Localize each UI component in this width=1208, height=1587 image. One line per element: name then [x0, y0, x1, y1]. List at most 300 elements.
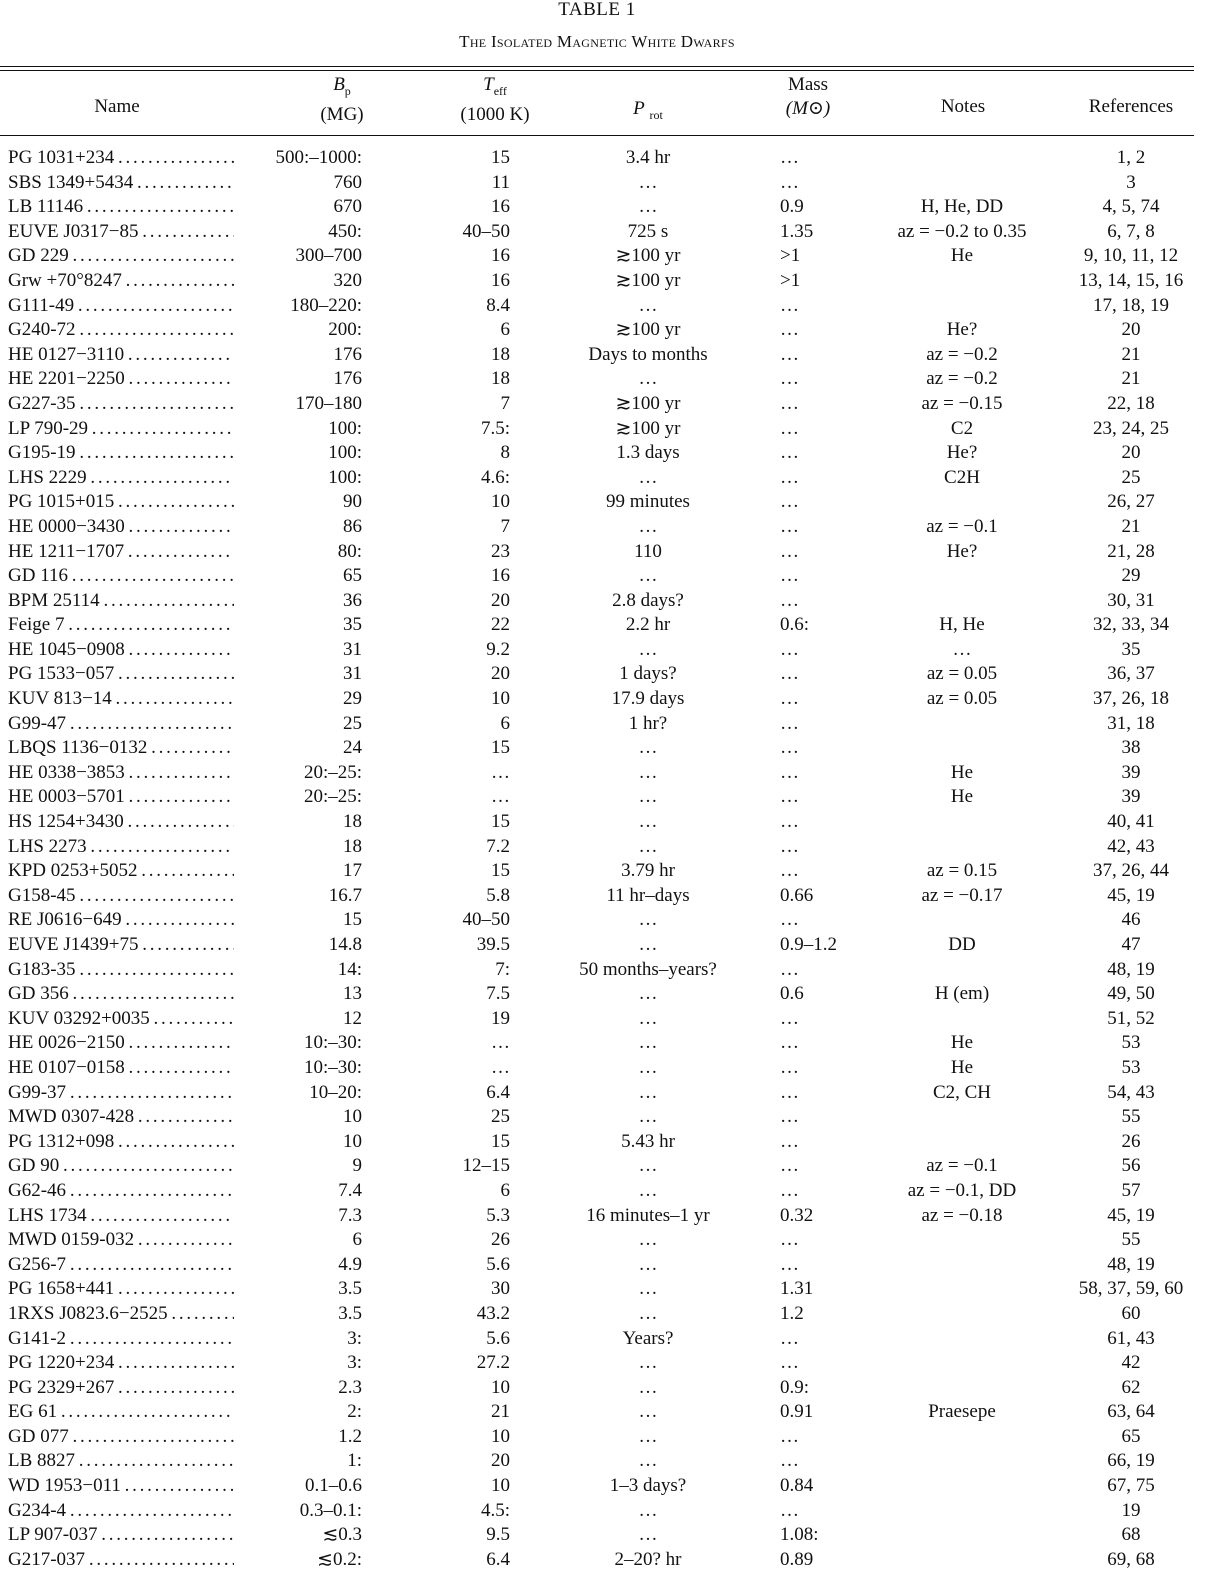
references-value: 30, 31 — [1107, 589, 1155, 611]
rotation-period: 1 hr? — [628, 712, 668, 734]
mass-value: … — [780, 737, 799, 759]
header-prot — [588, 97, 708, 127]
effective-temperature: 30 — [491, 1278, 510, 1300]
references-value: 68 — [1121, 1524, 1141, 1546]
star-name: 1RXS J0823.6−2525 . . . — [8, 1302, 234, 1327]
references-value: 49, 50 — [1107, 983, 1155, 1005]
table-row — [0, 958, 1194, 983]
mass-value: … — [780, 663, 799, 685]
mass-value: … — [780, 712, 799, 734]
rotation-period: ≳100 yr — [615, 269, 681, 291]
table-row — [0, 589, 1194, 614]
field-strength: 670 — [333, 196, 362, 218]
table-body — [0, 136, 1194, 1572]
star-name: LHS 2273 . . . — [8, 835, 234, 860]
rotation-period: Years? — [622, 1327, 674, 1349]
star-name: HE 2201−2250 . . . — [8, 367, 234, 392]
effective-temperature: 15 — [491, 860, 510, 882]
references-value: 13, 14, 15, 16 — [1078, 269, 1184, 291]
effective-temperature: 20 — [491, 663, 510, 685]
mass-value: … — [780, 761, 799, 783]
notes-value: … — [952, 638, 972, 660]
field-strength: 14.8 — [328, 934, 362, 955]
table-row — [0, 1081, 1194, 1106]
field-strength: 13 — [343, 983, 362, 1005]
effective-temperature: 5.8 — [486, 884, 510, 906]
mass-value: … — [780, 343, 799, 365]
references-value: 3 — [1126, 171, 1136, 193]
mass-value: … — [780, 1007, 799, 1029]
rotation-period: … — [638, 1081, 658, 1103]
table-row — [0, 564, 1194, 589]
rotation-period: … — [638, 1032, 658, 1054]
references-value: 20 — [1121, 442, 1141, 464]
notes-value: He — [950, 1032, 974, 1054]
star-name: HE 0107−0158 . . . — [8, 1056, 234, 1081]
star-name: KUV 813−14 . . . — [8, 687, 234, 712]
mass-value: 0.9–1.2 — [780, 934, 837, 955]
star-name: MWD 0159-032 . . . — [8, 1228, 234, 1253]
table-title: The Isolated Magnetic White Dwarfs — [459, 32, 735, 51]
effective-temperature: 5.6 — [486, 1253, 510, 1275]
effective-temperature: 39.5 — [476, 934, 510, 955]
rotation-period: 2.8 days? — [612, 589, 684, 611]
header-prot-symbol: P — [633, 98, 645, 119]
references-value: 39 — [1121, 761, 1141, 783]
effective-temperature: 16 — [491, 565, 510, 587]
star-name: Grw +70°8247 . . . — [8, 269, 234, 294]
star-name: LB 8827 . . . — [8, 1449, 234, 1474]
table-row — [0, 1523, 1194, 1548]
rotation-period: … — [638, 1056, 658, 1078]
rotation-period: … — [638, 1450, 658, 1472]
references-value: 39 — [1121, 786, 1141, 808]
mass-value: … — [780, 417, 799, 439]
table-row — [0, 1130, 1194, 1155]
star-name: GD 116 . . . — [8, 564, 234, 589]
mass-value: … — [780, 540, 799, 562]
effective-temperature: 10 — [491, 1376, 510, 1398]
references-value: 32, 33, 34 — [1093, 614, 1169, 636]
rotation-period: Days to months — [588, 343, 708, 365]
star-name: EUVE J1439+75 . . . — [8, 933, 234, 958]
star-name: G111-49 . . . — [8, 294, 234, 319]
star-name: G234-4 . . . — [8, 1499, 234, 1524]
field-strength: 1: — [347, 1450, 362, 1472]
mass-value: … — [780, 909, 799, 931]
effective-temperature: 16 — [491, 269, 510, 291]
mass-value: … — [780, 466, 799, 488]
field-strength: 20:–25: — [303, 786, 362, 808]
references-value: 53 — [1121, 1056, 1141, 1078]
field-strength: 80: — [337, 540, 362, 562]
star-name: HE 0026−2150 . . . — [8, 1031, 234, 1056]
table-row — [0, 687, 1194, 712]
mass-value: … — [780, 638, 799, 660]
table-label: TABLE 1 — [558, 0, 636, 20]
star-name: HE 0127−3110 . . . — [8, 343, 234, 368]
notes-value: He? — [946, 540, 978, 562]
mass-value: … — [780, 392, 799, 414]
mass-value: … — [780, 171, 799, 193]
mass-value: … — [780, 294, 799, 316]
effective-temperature: 7.5: — [480, 417, 510, 439]
table-row — [0, 146, 1194, 171]
effective-temperature: 5.3 — [486, 1204, 510, 1226]
effective-temperature: 11 — [491, 171, 510, 193]
mass-value: … — [780, 786, 799, 808]
notes-value: H, He, DD — [920, 196, 1004, 218]
mass-value: 1.31 — [780, 1278, 814, 1300]
table-row — [0, 540, 1194, 565]
rotation-period: … — [638, 1106, 658, 1128]
table-row — [0, 1548, 1194, 1573]
field-strength: 29 — [343, 688, 362, 710]
star-name: HE 0003−5701 . . . — [8, 785, 234, 810]
effective-temperature: 12–15 — [462, 1155, 510, 1177]
field-strength: 0.3–0.1: — [299, 1499, 362, 1521]
star-name: BPM 25114 . . . — [8, 589, 234, 614]
star-name: G227-35 . . . — [8, 392, 234, 417]
star-name: GD 356 . . . — [8, 982, 234, 1007]
table-row — [0, 441, 1194, 466]
table-row — [0, 490, 1194, 515]
table-row — [0, 884, 1194, 909]
references-value: 38 — [1121, 737, 1141, 759]
rotation-period: … — [638, 368, 658, 390]
table-row — [0, 318, 1194, 343]
rotation-period: 1.3 days — [616, 442, 680, 464]
notes-value: az = −0.18 — [921, 1204, 1003, 1226]
rotation-period: … — [638, 196, 658, 218]
notes-value: az = −0.2 — [926, 368, 998, 390]
effective-temperature: 10 — [491, 1475, 510, 1497]
field-strength: 15 — [343, 909, 362, 931]
star-name: WD 1953−011 . . . — [8, 1474, 234, 1499]
effective-temperature: 40–50 — [462, 909, 510, 931]
star-name: HE 0000−3430 . . . — [8, 515, 234, 540]
rotation-period: … — [638, 786, 658, 808]
star-name: HE 1045−0908 . . . — [8, 638, 234, 663]
notes-value: He — [950, 786, 974, 808]
star-name: SBS 1349+5434 . . . — [8, 171, 234, 196]
mass-value: … — [780, 368, 799, 390]
mass-value: >1 — [780, 269, 801, 291]
effective-temperature: 6 — [500, 1179, 510, 1201]
mass-value: … — [780, 1352, 799, 1374]
effective-temperature: 7.5 — [486, 983, 510, 1005]
references-value: 22, 18 — [1107, 392, 1155, 414]
field-strength: 17 — [343, 860, 362, 882]
effective-temperature: 10 — [491, 1425, 510, 1447]
field-strength: 16.7 — [328, 884, 362, 906]
effective-temperature: 9.2 — [486, 638, 510, 660]
header-bp-sub: p — [344, 84, 351, 98]
references-value: 36, 37 — [1107, 663, 1155, 685]
effective-temperature: 6.4 — [486, 1081, 510, 1103]
notes-value: DD — [948, 934, 976, 955]
mass-value: … — [780, 1450, 799, 1472]
star-name: EUVE J0317−85 . . . — [8, 220, 234, 245]
field-strength: 10:–30: — [303, 1056, 362, 1078]
references-value: 67, 75 — [1107, 1475, 1155, 1497]
field-strength: 10 — [343, 1106, 362, 1128]
rotation-period: 16 minutes–1 yr — [586, 1204, 710, 1226]
rotation-period: 17.9 days — [611, 688, 685, 710]
rotation-period: … — [638, 171, 658, 193]
rotation-period: … — [638, 638, 658, 660]
star-name: Feige 7 . . . — [8, 613, 234, 638]
field-strength: 450: — [328, 220, 362, 242]
references-value: 25 — [1121, 466, 1141, 488]
star-name: LP 790-29 . . . — [8, 417, 234, 442]
effective-temperature: 7.2 — [486, 835, 510, 857]
references-value: 37, 26, 18 — [1093, 688, 1169, 710]
star-name: G99-47 . . . — [8, 712, 234, 737]
table-row — [0, 1154, 1194, 1179]
mass-value: … — [780, 1499, 799, 1521]
effective-temperature: 5.6 — [486, 1327, 510, 1349]
table-row — [0, 244, 1194, 269]
mass-value: … — [780, 1155, 799, 1177]
effective-temperature: 15 — [491, 737, 510, 759]
rotation-period: … — [638, 835, 658, 857]
rotation-period: 2.2 hr — [625, 614, 671, 636]
rotation-period: … — [638, 1229, 658, 1251]
references-value: 51, 52 — [1107, 1007, 1155, 1029]
references-value: 55 — [1121, 1106, 1141, 1128]
field-strength: 300–700 — [295, 245, 362, 267]
rotation-period: 5.43 hr — [621, 1130, 675, 1152]
table-row — [0, 1376, 1194, 1401]
table-row — [0, 1449, 1194, 1474]
field-strength: 100: — [328, 466, 362, 488]
field-strength: 320 — [333, 269, 362, 291]
mass-value: 1.08: — [780, 1524, 819, 1546]
field-strength: 18 — [343, 811, 362, 833]
effective-temperature: 15 — [491, 811, 510, 833]
header-teff-unit: (1000 K) — [460, 104, 530, 125]
references-value: 21 — [1121, 515, 1141, 537]
mass-value: … — [780, 515, 799, 537]
references-value: 21 — [1121, 368, 1141, 390]
table-row — [0, 859, 1194, 884]
references-value: 29 — [1121, 565, 1141, 587]
effective-temperature: 16 — [491, 196, 510, 218]
table-row — [0, 1425, 1194, 1450]
references-value: 1, 2 — [1116, 147, 1146, 168]
notes-value: C2, CH — [932, 1081, 992, 1103]
star-name: LBQS 1136−0132 . . . — [8, 736, 234, 761]
table-row — [0, 195, 1194, 220]
notes-value: He — [950, 1056, 974, 1078]
references-value: 61, 43 — [1107, 1327, 1155, 1349]
star-name: G183-35 . . . — [8, 958, 234, 983]
table-row — [0, 1179, 1194, 1204]
header-teff — [430, 73, 560, 127]
references-value: 53 — [1121, 1032, 1141, 1054]
references-value: 48, 19 — [1107, 1253, 1155, 1275]
field-strength: 176 — [333, 343, 362, 365]
header-name: Name — [94, 96, 140, 117]
references-value: 57 — [1121, 1179, 1141, 1201]
star-name: PG 1312+098 . . . — [8, 1130, 234, 1155]
mass-value: … — [780, 860, 799, 882]
mass-value: … — [780, 1130, 799, 1152]
mass-value: … — [780, 565, 799, 587]
references-value: 45, 19 — [1107, 1204, 1155, 1226]
field-strength: 9 — [352, 1155, 362, 1177]
mass-value: 0.9 — [780, 196, 804, 218]
field-strength: 65 — [343, 565, 362, 587]
star-name: LHS 1734 . . . — [8, 1204, 234, 1229]
field-strength: 36 — [343, 589, 362, 611]
field-strength: 3: — [347, 1327, 362, 1349]
star-name: PG 1015+015 . . . — [8, 490, 234, 515]
field-strength: 100: — [328, 417, 362, 439]
star-name: G158-45 . . . — [8, 884, 234, 909]
star-name: G141-2 . . . — [8, 1327, 234, 1352]
field-strength: 3.5 — [338, 1302, 362, 1324]
mass-value: … — [780, 319, 799, 341]
rotation-period: ≳100 yr — [615, 319, 681, 341]
references-value: 42, 43 — [1107, 835, 1155, 857]
header-prot-sub: rot — [649, 108, 663, 122]
mass-value: … — [780, 1106, 799, 1128]
field-strength: 2.3 — [338, 1376, 362, 1398]
field-strength: 24 — [343, 737, 362, 759]
mass-value: 0.9: — [780, 1376, 810, 1398]
references-value: 55 — [1121, 1229, 1141, 1251]
effective-temperature: 18 — [491, 343, 510, 365]
notes-value: C2 — [950, 417, 974, 439]
rotation-period: 99 minutes — [606, 491, 690, 513]
rotation-period: … — [638, 1278, 658, 1300]
field-strength: 31 — [343, 638, 362, 660]
mass-value: … — [780, 442, 799, 464]
notes-value: az = 0.05 — [926, 663, 998, 685]
references-value: 65 — [1121, 1425, 1141, 1447]
star-name: LHS 2229 . . . — [8, 466, 234, 491]
mass-value: 0.32 — [780, 1204, 814, 1226]
rotation-period: … — [638, 466, 658, 488]
effective-temperature: 15 — [491, 1130, 510, 1152]
table-row — [0, 1253, 1194, 1278]
rotation-period: 3.79 hr — [621, 860, 675, 882]
table-row — [0, 269, 1194, 294]
field-strength: ≲0.3 — [322, 1524, 362, 1546]
rotation-period: 3.4 hr — [625, 147, 671, 168]
field-strength: 0.1–0.6 — [305, 1475, 362, 1497]
effective-temperature: … — [491, 1056, 510, 1078]
header-notes: Notes — [940, 96, 986, 117]
effective-temperature: 15 — [491, 147, 510, 168]
references-value: 66, 19 — [1107, 1450, 1155, 1472]
table-row — [0, 761, 1194, 786]
star-name: G99-37 . . . — [8, 1081, 234, 1106]
star-name: HE 0338−3853 . . . — [8, 761, 234, 786]
field-strength: 86 — [343, 515, 362, 537]
mass-value: … — [780, 835, 799, 857]
effective-temperature: 9.5 — [486, 1524, 510, 1546]
rotation-period: 725 s — [627, 220, 669, 242]
mass-value: … — [780, 491, 799, 513]
field-strength: 35 — [343, 614, 362, 636]
effective-temperature: … — [491, 761, 510, 783]
effective-temperature: 8.4 — [486, 294, 510, 316]
header-mass-unit: (M⊙) — [785, 98, 831, 119]
star-name: PG 1658+441 . . . — [8, 1277, 234, 1302]
table-row — [0, 1474, 1194, 1499]
references-value: 35 — [1121, 638, 1141, 660]
star-name: LB 11146 . . . — [8, 195, 234, 220]
header-bp — [292, 73, 392, 127]
field-strength: 10 — [343, 1130, 362, 1152]
field-strength: 12 — [343, 1007, 362, 1029]
field-strength: ≲0.2: — [317, 1548, 362, 1570]
table-header — [0, 71, 1194, 135]
references-value: 56 — [1121, 1155, 1141, 1177]
rotation-period: 1–3 days? — [609, 1475, 687, 1497]
table-row — [0, 1277, 1194, 1302]
star-name: HE 1211−1707 . . . — [8, 540, 234, 565]
references-value: 4, 5, 74 — [1102, 196, 1160, 218]
notes-value: C2H — [944, 466, 980, 488]
references-value: 69, 68 — [1107, 1548, 1155, 1570]
mass-value: 0.6 — [780, 983, 804, 1005]
rotation-period: … — [638, 1155, 658, 1177]
references-value: 54, 43 — [1107, 1081, 1155, 1103]
table-row — [0, 1228, 1194, 1253]
notes-value: az = 0.05 — [926, 688, 998, 710]
mass-value: … — [780, 1327, 799, 1349]
mass-value: … — [780, 1229, 799, 1251]
field-strength: 500:–1000: — [275, 147, 362, 168]
table-row — [0, 1327, 1194, 1352]
mass-value: … — [780, 1425, 799, 1447]
table-row — [0, 1499, 1194, 1524]
effective-temperature: 23 — [491, 540, 510, 562]
field-strength: 14: — [337, 958, 362, 980]
star-name: KPD 0253+5052 . . . — [8, 859, 234, 884]
rotation-period: … — [638, 909, 658, 931]
rotation-period: … — [638, 1007, 658, 1029]
table-row — [0, 662, 1194, 687]
effective-temperature: 4.6: — [480, 466, 510, 488]
table-row — [0, 1302, 1194, 1327]
references-value: 9, 10, 11, 12 — [1083, 245, 1179, 267]
effective-temperature: 6 — [500, 319, 510, 341]
star-name: LP 907-037 . . . — [8, 1523, 234, 1548]
star-name: KUV 03292+0035 . . . — [8, 1007, 234, 1032]
notes-value: H (em) — [934, 983, 990, 1005]
notes-value: He — [950, 761, 974, 783]
table-row — [0, 1204, 1194, 1229]
star-name: MWD 0307-428 . . . — [8, 1105, 234, 1130]
star-name: GD 229 . . . — [8, 244, 234, 269]
star-name: G195-19 . . . — [8, 441, 234, 466]
rotation-period: … — [638, 1179, 658, 1201]
references-value: 26, 27 — [1107, 491, 1155, 513]
mass-value: 0.91 — [780, 1401, 814, 1423]
table-row — [0, 712, 1194, 737]
table-row — [0, 515, 1194, 540]
effective-temperature: 4.5: — [480, 1499, 510, 1521]
table-row — [0, 1056, 1194, 1081]
table-row — [0, 343, 1194, 368]
references-value: 26 — [1121, 1130, 1141, 1152]
header-bp-unit: (MG) — [320, 104, 364, 125]
